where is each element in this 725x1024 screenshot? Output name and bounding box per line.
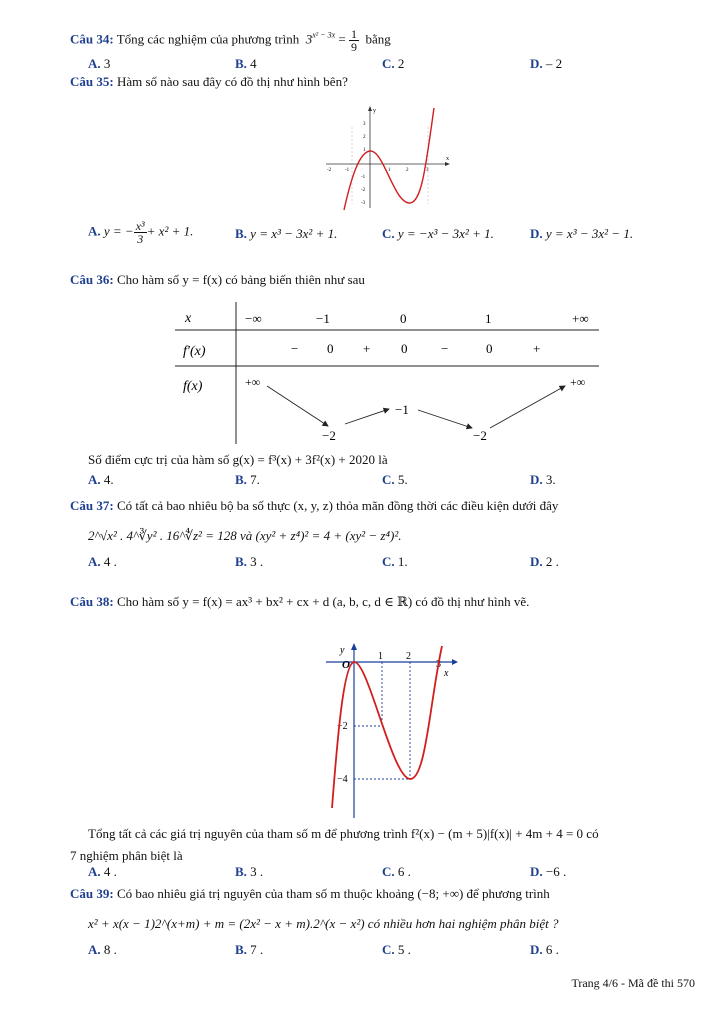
option-c[interactable]: C. 5. [382, 472, 408, 487]
question-stem: Có bao nhiêu giá trị nguyên của tham số m thuộc khoảng (−8; +∞) để phương trình [116, 886, 550, 901]
question-stem: Cho hàm số y = f(x) = ax³ + bx² + cx + d (a, b, c, d ∈ ℝ) có đồ thị như hình vẽ. [116, 594, 530, 609]
option-d[interactable]: D. y = x³ − 3x² − 1. [530, 226, 634, 241]
svg-text:+: + [533, 341, 541, 356]
option-c[interactable]: C. 2 [382, 56, 405, 71]
graph-q38 [310, 640, 460, 820]
x-tick: 3 [436, 659, 441, 670]
question-label: Câu 34: [70, 31, 114, 47]
question-36: Câu 36: Cho hàm số y = f(x) có bảng biến thiên như sau [70, 272, 365, 287]
row-x-label: x [185, 311, 192, 326]
option-b[interactable]: B. 3 . [235, 554, 264, 569]
svg-text:0: 0 [327, 341, 334, 356]
option-a[interactable]: A. 4. [88, 472, 114, 487]
question-38-sub-cont: 7 nghiệm phân biệt là [70, 848, 183, 863]
option-d[interactable]: D. 2 . [530, 554, 559, 569]
option-d[interactable]: D. 6 . [530, 942, 559, 957]
x-tick: -1 [345, 168, 350, 173]
svg-text:−2: −2 [473, 428, 487, 443]
option-a[interactable]: A. 4 . [88, 554, 117, 569]
x-tick: -2 [327, 168, 332, 173]
question-37-condition: 2^√x² . 4^∛y² . 16^∜z² = 128 và (xy² + z⁴)² = 4 + (xy² − z⁴)². [88, 528, 402, 543]
option-c[interactable]: C. 1. [382, 554, 408, 569]
question-37: Câu 37: Có tất cả bao nhiêu bộ ba số thực (x, y, z) thỏa mãn đồng thời các điều kiện dưới đây [70, 498, 559, 513]
x-axis-label: x [444, 668, 449, 679]
x-tick: 2 [406, 168, 409, 173]
svg-text:−: − [291, 341, 299, 356]
option-b[interactable]: B. 4 [235, 56, 257, 71]
x-tick: 2 [406, 651, 411, 662]
x-tick: 1 [388, 168, 391, 173]
y-axis-label: y [373, 108, 376, 114]
question-39: Câu 39: Có bao nhiêu giá trị nguyên của tham số m thuộc khoảng (−8; +∞) để phương trình [70, 886, 550, 901]
option-d[interactable]: D. −6 . [530, 864, 567, 879]
question-38-sub: Tổng tất cả các giá trị nguyên của tham số m để phương trình f²(x) − (m + 5)|f(x)| + 4m + 4 = 0 có [88, 826, 599, 841]
row-fprime-label: f′(x) [183, 344, 206, 359]
option-b[interactable]: B. 3 . [235, 864, 264, 879]
curve [332, 646, 442, 808]
y-tick: 2 [363, 135, 366, 140]
question-stem: Hàm số nào sau đây có đồ thị như hình bên? [116, 74, 348, 89]
question-36-sub: Số điểm cực trị của hàm số g(x) = f³(x) + 3f²(x) + 2020 là [88, 452, 388, 467]
option-d[interactable]: D. – 2 [530, 56, 563, 71]
graph-q35 [322, 104, 452, 212]
svg-text:+∞: +∞ [570, 375, 586, 389]
svg-text:0: 0 [400, 311, 407, 326]
svg-text:+∞: +∞ [572, 311, 589, 326]
row-f-label: f(x) [183, 379, 203, 394]
question-38: Câu 38: Cho hàm số y = f(x) = ax³ + bx² + cx + d (a, b, c, d ∈ ℝ) có đồ thị như hình vẽ. [70, 594, 530, 609]
page-footer: Trang 4/6 - Mã đề thi 570 [571, 976, 695, 990]
option-b[interactable]: B. 7 . [235, 942, 264, 957]
x-tick: 3 [426, 168, 429, 173]
option-b[interactable]: B. 7. [235, 472, 260, 487]
origin-label: O [342, 659, 350, 671]
svg-text:0: 0 [401, 341, 408, 356]
svg-text:−2: −2 [322, 428, 336, 443]
question-35: Câu 35: Hàm số nào sau đây có đồ thị như hình bên? [70, 74, 348, 89]
svg-text:−1: −1 [395, 402, 409, 417]
svg-text:0: 0 [486, 341, 493, 356]
option-c[interactable]: C. 6 . [382, 864, 411, 879]
option-a[interactable]: A. 8 . [88, 942, 117, 957]
svg-text:−: − [441, 341, 449, 356]
x-tick: 1 [378, 651, 383, 662]
x-axis-label: x [446, 156, 449, 162]
y-tick: -2 [361, 188, 366, 193]
y-tick: −4 [337, 774, 348, 785]
y-tick: 1 [363, 148, 366, 153]
option-c[interactable]: C. y = −x³ − 3x² + 1. [382, 226, 494, 241]
question-stem: Tổng các nghiệm của phương trình [116, 31, 300, 47]
question-stem: Cho hàm số y = f(x) có bảng biến thiên như sau [116, 272, 365, 287]
curve [344, 108, 434, 210]
fraction: $\frac{1}{9}$ [350, 27, 357, 54]
option-c[interactable]: C. 5 . [382, 942, 411, 957]
svg-text:+∞: +∞ [245, 375, 261, 389]
question-stem: Có tất cả bao nhiêu bộ ba số thực (x, y, z) thỏa mãn đồng thời các điều kiện dưới đây [116, 498, 559, 513]
y-tick: -3 [361, 201, 366, 206]
svg-text:−∞: −∞ [245, 311, 262, 326]
option-a[interactable]: A. 3 [88, 56, 111, 71]
option-a[interactable]: A. y = − $\frac{\text{x³}}{3}$ + x² + 1. [88, 219, 194, 246]
svg-text:1: 1 [485, 311, 492, 326]
question-34: Câu 34: Tổng các nghiệm của phương trình $3^{x^2 - 3x}$ = $\frac{1}{9}$ bằng [70, 27, 391, 54]
y-axis-label: y [340, 645, 345, 656]
svg-text:−1: −1 [316, 311, 330, 326]
y-tick: -1 [361, 175, 366, 180]
option-a[interactable]: A. 4 . [88, 864, 117, 879]
svg-text:+: + [363, 341, 371, 356]
option-b[interactable]: B. y = x³ − 3x² + 1. [235, 226, 338, 241]
option-d[interactable]: D. 3. [530, 472, 556, 487]
variation-table [175, 302, 600, 444]
y-tick: 3 [363, 122, 366, 127]
y-tick: −2 [337, 721, 348, 732]
question-39-equation: x² + x(x − 1)2^(x+m) + m = (2x² − x + m).2^(x − x²) có nhiều hơn hai nghiệm phân biệt ? [88, 916, 559, 931]
